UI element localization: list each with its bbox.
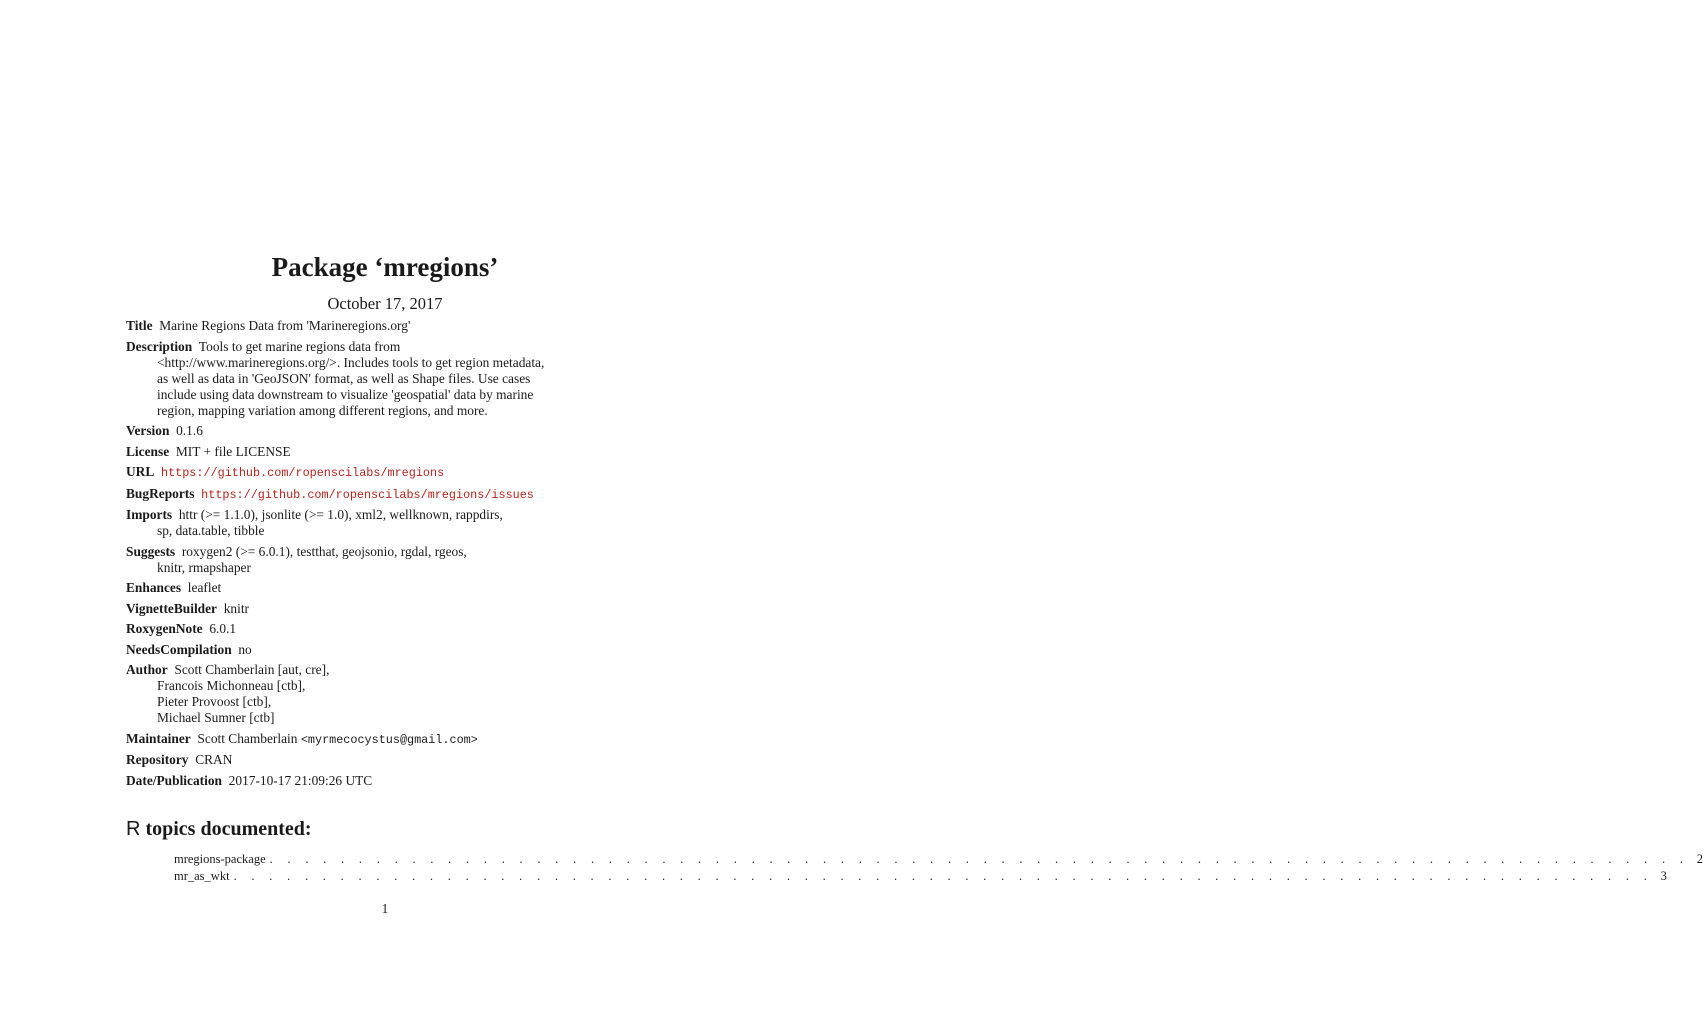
- field-value-line: knitr: [223, 600, 249, 616]
- field-label: Date/Publication: [126, 772, 222, 788]
- toc-entry-page[interactable]: 2: [1696, 852, 1703, 866]
- field-label: NeedsCompilation: [126, 641, 232, 657]
- field-label: BugReports: [126, 485, 195, 501]
- field-value-line: Scott Chamberlain [aut, cre],: [174, 662, 330, 677]
- field-vignettebuilder: [126, 601, 666, 617]
- field-value-line: 2017-10-17 21:09:26 UTC: [228, 772, 373, 788]
- field-value-line: <http://www.marineregions.org/>. Includes tools to get region metadata,: [157, 354, 545, 370]
- field-label: VignetteBuilder: [126, 600, 217, 616]
- toc-leader: . . . . . . . . . . . . . . . . . . . . . . . . . . . . . . . . . . . . . . . . . . . . . . . . . . . . . . . . . . . . . . . . . . . . . . . . . . . . . . . .: [233, 869, 1653, 883]
- maintainer-email: <myrmecocystus@gmail.com>: [300, 732, 478, 747]
- toc-leader: . . . . . . . . . . . . . . . . . . . . . . . . . . . . . . . . . . . . . . . . . . . . . . . . . . . . . . . . . . . . . . . . . . . . . . . . . . . . . . . .: [269, 852, 1689, 866]
- field-value-line: sp, data.table, tibble: [157, 523, 265, 538]
- field-value-line: as well as data in 'GeoJSON' format, as well as Shape files. Use cases: [157, 370, 531, 386]
- field-value-line: region, mapping variation among different regions, and more.: [157, 402, 488, 418]
- field-description: [126, 339, 666, 419]
- field-value-line: Michael Sumner [ctb]: [157, 710, 275, 725]
- package-date: October 17, 2017: [327, 294, 443, 313]
- toc-entry-name[interactable]: mregions-package: [174, 852, 266, 866]
- field-label: Author: [126, 662, 168, 677]
- field-value-line: no: [238, 641, 252, 657]
- toc-heading-r: R: [126, 818, 141, 840]
- field-value-line: 0.1.6: [176, 423, 203, 438]
- toc-entry-name[interactable]: mr_as_wkt: [174, 869, 230, 883]
- field-imports: [126, 507, 666, 539]
- field-value-line: Pieter Provoost [ctb],: [157, 694, 272, 709]
- field-value-line: httr (>= 1.1.0), jsonlite (>= 1.0), xml2, wellknown, rappdirs,: [178, 507, 503, 522]
- field-value-line: Marine Regions Data from 'Marineregions.org': [159, 318, 411, 333]
- field-label: Repository: [126, 752, 189, 767]
- field-repository: [126, 752, 666, 768]
- field-url: [126, 464, 666, 481]
- page-number: 1: [381, 901, 389, 916]
- field-maintainer: [126, 731, 666, 748]
- field-label: License: [126, 443, 170, 459]
- field-value-line: knitr, rmapshaper: [157, 559, 251, 575]
- field-license: [126, 444, 666, 460]
- toc-heading: [126, 816, 312, 842]
- field-label: URL: [126, 464, 155, 479]
- field-author: [126, 662, 666, 726]
- description-fields: [126, 318, 666, 793]
- field-label: Maintainer: [126, 730, 191, 746]
- field-suggests: [126, 544, 666, 576]
- field-value-line: 6.0.1: [209, 621, 237, 636]
- field-label: RoxygenNote: [126, 621, 203, 636]
- field-link[interactable]: https://github.com/ropenscilabs/mregions: [160, 466, 445, 480]
- field-link[interactable]: https://github.com/ropenscilabs/mregions/issues: [201, 487, 534, 502]
- field-label: Version: [126, 423, 170, 438]
- package-title: Package ‘mregions’: [271, 252, 499, 282]
- field-label: Title: [126, 318, 153, 333]
- maintainer-name: Scott Chamberlain: [197, 730, 298, 746]
- toc-heading-text: topics documented:: [145, 818, 312, 840]
- field-label: Suggests: [126, 543, 176, 559]
- field-value-line: Francois Michonneau [ctb],: [157, 678, 306, 693]
- field-value-line: roxygen2 (>= 6.0.1), testthat, geojsonio, rgdal, rgeos,: [181, 543, 467, 559]
- field-label: Description: [126, 338, 193, 354]
- toc-entry[interactable]: [174, 851, 1703, 868]
- field-title: [126, 318, 666, 334]
- field-label: Imports: [126, 507, 173, 522]
- toc-list: [174, 851, 1703, 885]
- field-version: [126, 423, 666, 439]
- field-value-line: MIT + file LICENSE: [175, 443, 291, 459]
- toc-entry-page[interactable]: 3: [1660, 869, 1667, 883]
- field-roxygennote: [126, 621, 666, 637]
- field-value-line: leaflet: [187, 580, 222, 595]
- field-value-line: CRAN: [195, 752, 233, 767]
- field-bugreports: [126, 486, 666, 503]
- field-needscompilation: [126, 642, 666, 658]
- field-value-line: include using data downstream to visualize 'geospatial' data by marine: [157, 386, 534, 402]
- toc-entry[interactable]: [174, 868, 1667, 885]
- field-enhances: [126, 580, 666, 596]
- field-value-line: Tools to get marine regions data from: [198, 338, 401, 354]
- field-label: Enhances: [126, 580, 182, 595]
- field-date-publication: [126, 773, 666, 789]
